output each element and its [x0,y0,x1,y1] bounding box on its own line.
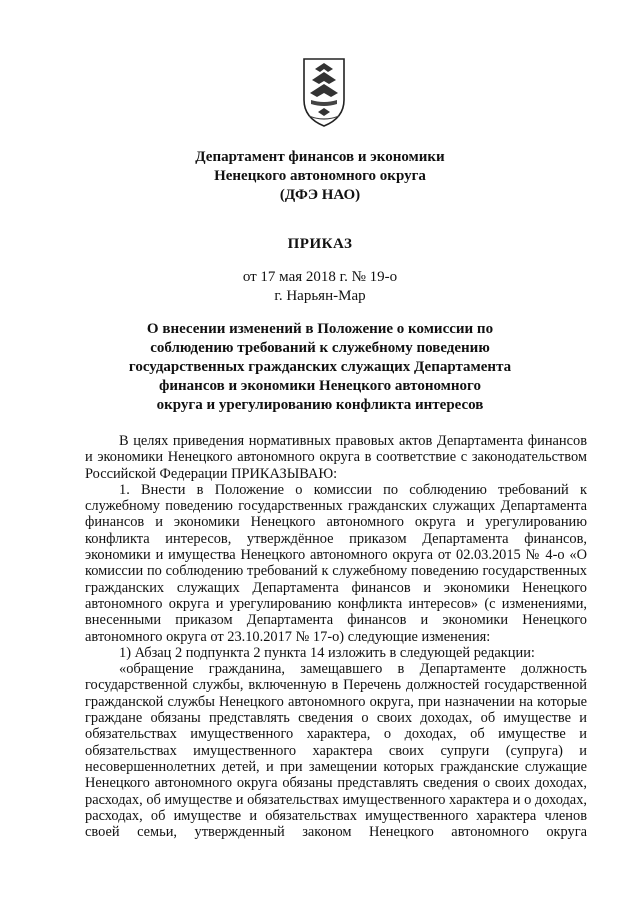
department-name: Департамент финансов и экономики [195,149,445,165]
subject-line: финансов и экономики Ненецкого автономного [159,378,481,394]
coat-of-arms-icon [301,56,347,128]
department-region: Ненецкого автономного округа [214,168,426,184]
document-place: г. Нарьян-Мар [274,288,366,304]
document-meta [0,268,640,306]
body-paragraph-item-1: 1. Внести в Положение о комиссии по соблюдению требований к служебному поведению государственных гражданских служащих Департамента финансов и экономики Ненецкого автономного округа и урегулированию конфликта интересов, утверждённое приказом Департамента финансов, экономики и имущества Ненецкого автономного округа от 02.03.2015 № 4-о «О комиссии по соблюдению требований к служебному поведению государственных гражданских служащих Департамента финансов и экономики Ненецкого автономного округа и урегулированию конфликта интересов» (с изменениями, внесенными приказом Департамента финансов и экономики Ненецкого автономного округа от 23.10.2017 № 17-о) следующие изменения: [85,481,587,645]
document-type: ПРИКАЗ [287,236,353,252]
document-body [85,433,587,840]
document-subject [120,320,520,415]
department-header [0,148,640,205]
body-paragraph-quote: «обращение гражданина, замещавшего в Департаменте должность государственной службы, включенную в Перечень должностей государственной гражданской службы Ненецкого автономного округа, при назначении на которые граждане обязаны представлять сведения о своих доходах, об имуществе и обязательствах имущественного характера, о доходах, об имуществе и обязательствах имущественного характера своих супруги (супруга) и несовершеннолетних детей, и при замещении которых гражданские служащие Ненецкого автономного округа обязаны представлять сведения о своих доходах, расходах, об имуществе и обязательствах имущественного характера и о доходах, расходах, об имуществе и обязательствах имущественного характера членов своей семьи, утвержденный законом Ненецкого автономного округа [85,661,587,841]
subject-line: государственных гражданских служащих Департамента [128,359,512,375]
body-paragraph-preamble: В целях приведения нормативных правовых актов Департамента финансов и экономики Ненецкого автономного округа в соответствие с законодательством Российской Федерации ПРИКАЗЫВАЮ: [85,433,587,482]
subject-line: О внесении изменений в Положение о комиссии по [146,321,494,337]
department-abbreviation: (ДФЭ НАО) [279,187,361,203]
body-paragraph-subitem-1: 1) Абзац 2 подпункта 2 пункта 14 изложить в следующей редакции: [119,644,535,661]
subject-line: округа и урегулированию конфликта интересов [156,397,484,413]
subject-line: соблюдению требований к служебному поведению [150,340,490,356]
document-date: от 17 мая 2018 г. № 19-о [242,269,398,285]
